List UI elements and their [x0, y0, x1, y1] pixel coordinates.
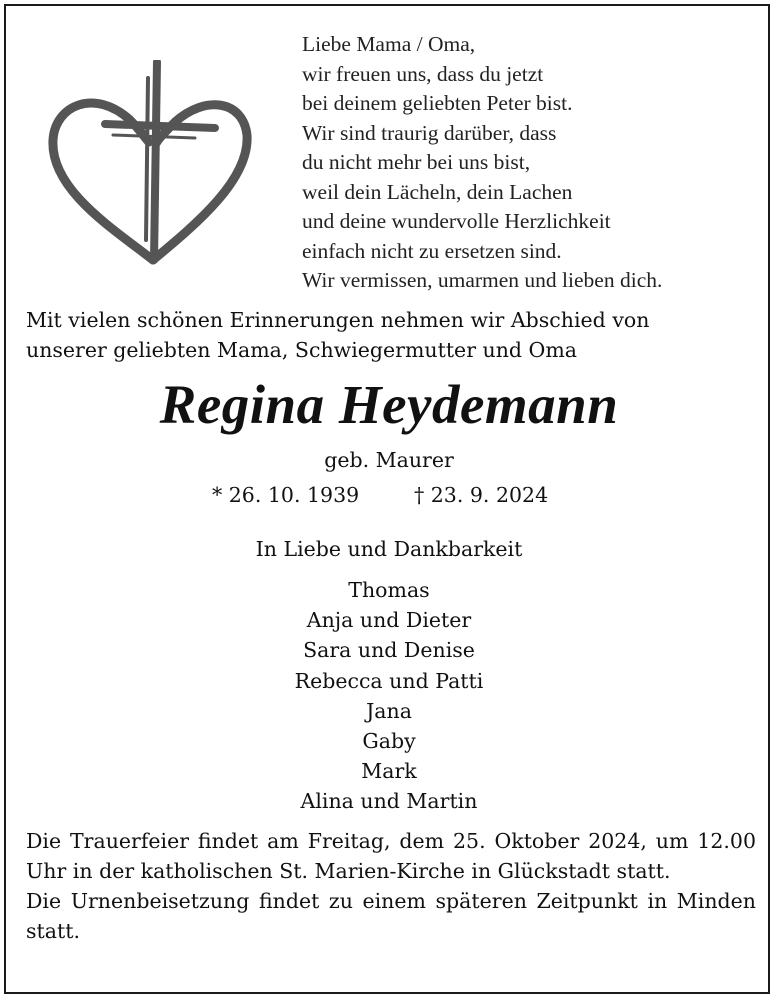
family-member: Alina und Martin: [300, 789, 478, 814]
burial-info: Die Urnenbeisetzung findet zu einem späteren Zeitpunkt in Minden statt.: [26, 889, 756, 943]
poem-line: einfach nicht zu ersetzen sind.: [302, 238, 562, 263]
family-member: Mark: [361, 759, 417, 784]
poem-line: du nicht mehr bei uns bist,: [302, 150, 531, 174]
family-member: Gaby: [362, 729, 416, 754]
family-member: Jana: [366, 698, 412, 723]
funeral-notice: [26, 826, 756, 946]
intro-line: Mit vielen schönen Erinnerungen nehmen wir Abschied von: [26, 308, 650, 332]
family-member: Thomas: [348, 578, 430, 602]
poem-line: wir freuen uns, dass du jetzt: [302, 61, 544, 86]
intro-text: [26, 305, 756, 365]
family-member: Sara und Denise: [303, 638, 475, 663]
family-member: Anja und Dieter: [306, 608, 472, 633]
intro-line: unserer geliebten Mama, Schwiegermutter und Oma: [26, 338, 578, 362]
poem: [302, 30, 662, 296]
poem-line: Wir sind traurig darüber, dass: [302, 120, 557, 145]
maiden-name: geb. Maurer: [324, 448, 454, 472]
death-date: † 23. 9. 2024: [414, 483, 549, 507]
dedication: In Liebe und Dankbarkeit: [255, 537, 523, 561]
poem-line: Liebe Mama / Oma,: [302, 32, 476, 56]
poem-line: und deine wundervolle Herzlichkeit: [302, 209, 611, 233]
poem-line: bei deinem geliebten Peter bist.: [302, 91, 573, 115]
family-member: Rebecca und Patti: [294, 668, 484, 693]
poem-line: Wir vermissen, umarmen und lieben dich.: [302, 268, 663, 292]
poem-line: weil dein Lächeln, dein Lachen: [302, 179, 573, 204]
birth-date: * 26. 10. 1939: [212, 483, 360, 507]
funeral-info: Die Trauerfeier findet am Freitag, dem 25. Oktober 2024, um 12.00 Uhr in der katholischen St. Marien-Kirche in Glückstadt statt.: [26, 829, 756, 883]
deceased-name: Regina Heydemann: [159, 374, 619, 435]
family-list: [0, 575, 778, 817]
heart-cross-icon: [45, 60, 260, 265]
